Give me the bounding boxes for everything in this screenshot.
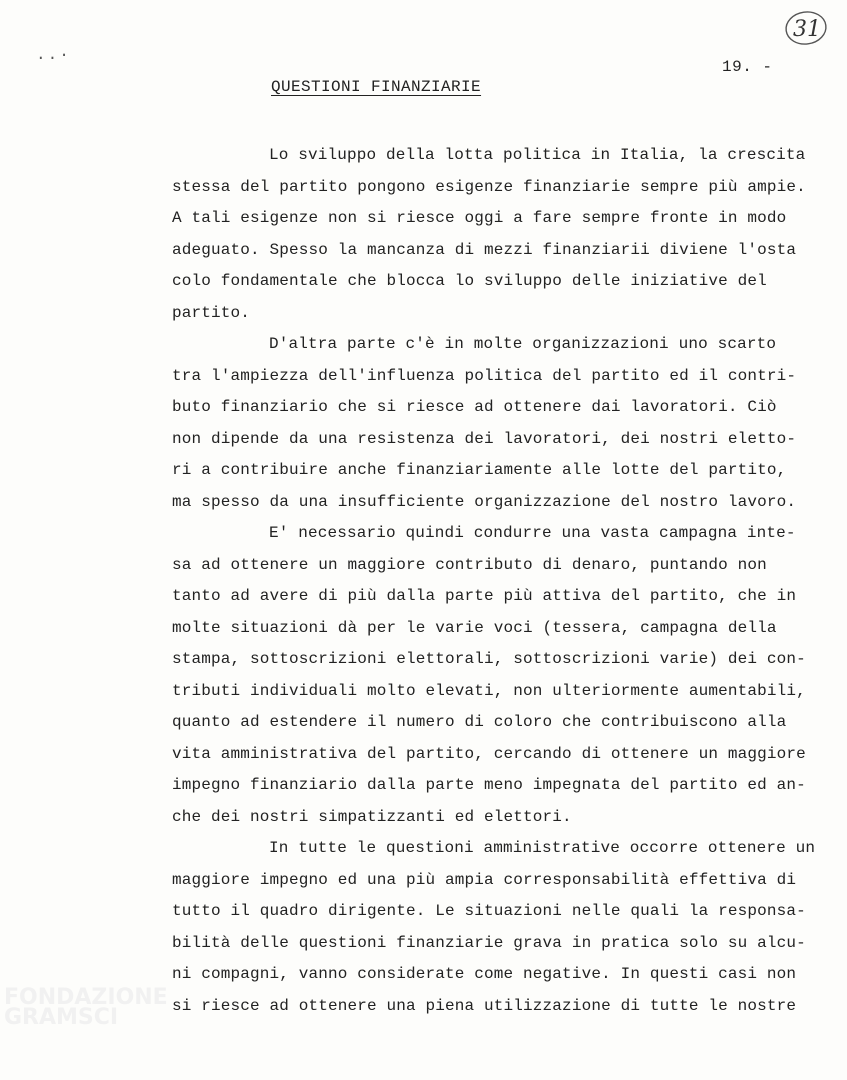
watermark-line-1: FONDAZIONE — [4, 985, 168, 1010]
text-line: stessa del partito pongono esigenze finanziarie sempre più ampie. — [172, 177, 806, 196]
text-line: In tutte le questioni amministrative occorre ottenere un — [269, 839, 816, 857]
archive-number-mark — [783, 8, 829, 48]
page-number: 19. - — [722, 58, 773, 76]
watermark — [4, 985, 214, 1030]
text-line: non dipende da una resistenza dei lavoratori, dei nostri eletto- — [172, 429, 797, 448]
archive-number-text: 31 — [793, 17, 821, 42]
text-line: E' necessario quindi condurre una vasta campagna inte- — [269, 524, 796, 542]
text-line: Lo sviluppo della lotta politica in Italia, la crescita — [269, 146, 806, 164]
text-line: partito. — [172, 303, 251, 322]
text-line: impegno finanziario dalla parte meno impegnata del partito ed an- — [172, 776, 806, 794]
corner-dots: ..· — [36, 46, 71, 64]
text-line: stampa, sottoscrizioni elettorali, sottoscrizioni varie) dei con- — [172, 650, 806, 668]
text-line: A tali esigenze non si riesce oggi a fare sempre fronte in modo — [172, 209, 787, 227]
text-line: tanto ad avere di più dalla parte più attiva del partito, che in — [172, 587, 797, 605]
text-line: tra l'ampiezza dell'influenza politica del partito ed il contri- — [172, 366, 797, 385]
section-title: QUESTIONI FINANZIARIE — [271, 78, 482, 96]
text-line: D'altra parte c'è in molte organizzazioni uno scarto — [269, 335, 777, 353]
text-line: molte situazioni dà per le varie voci (tessera, campagna della — [172, 618, 777, 637]
body-text — [172, 140, 840, 1022]
watermark-line-2: GRAMSCI — [4, 1005, 119, 1030]
text-line: sa ad ottenere un maggiore contributo di denaro, puntando non — [172, 555, 767, 574]
text-line: bilità delle questioni finanziarie grava in pratica solo su alcu- — [172, 933, 806, 952]
text-line: adeguato. Spesso la mancanza di mezzi finanziarii diviene l'osta — [172, 240, 797, 259]
text-line: ma spesso da una insufficiente organizzazione del nostro lavoro. — [172, 492, 797, 511]
text-line: ni compagni, vanno considerate come negative. In questi casi non — [172, 965, 797, 983]
text-line: maggiore impegno ed una più ampia corresponsabilità effettiva di — [172, 870, 797, 889]
text-line: tutto il quadro dirigente. Le situazioni nelle quali la responsa- — [172, 902, 806, 920]
text-line: ri a contribuire anche finanziariamente alle lotte del partito, — [172, 461, 787, 479]
text-line: vita amministrativa del partito, cercando di ottenere un maggiore — [172, 744, 806, 763]
text-line: colo fondamentale che blocca lo sviluppo delle iniziative del — [172, 272, 767, 290]
text-line: si riesce ad ottenere una piena utilizzazione di tutte le nostre — [172, 996, 797, 1015]
text-line: quanto ad estendere il numero di coloro che contribuiscono alla — [172, 713, 787, 731]
text-line: che dei nostri simpatizzanti ed elettori. — [172, 807, 572, 826]
text-line: tributi individuali molto elevati, non ulteriormente aumentabili, — [172, 681, 806, 700]
text-line: buto finanziario che si riesce ad ottenere dai lavoratori. Ciò — [172, 398, 777, 416]
